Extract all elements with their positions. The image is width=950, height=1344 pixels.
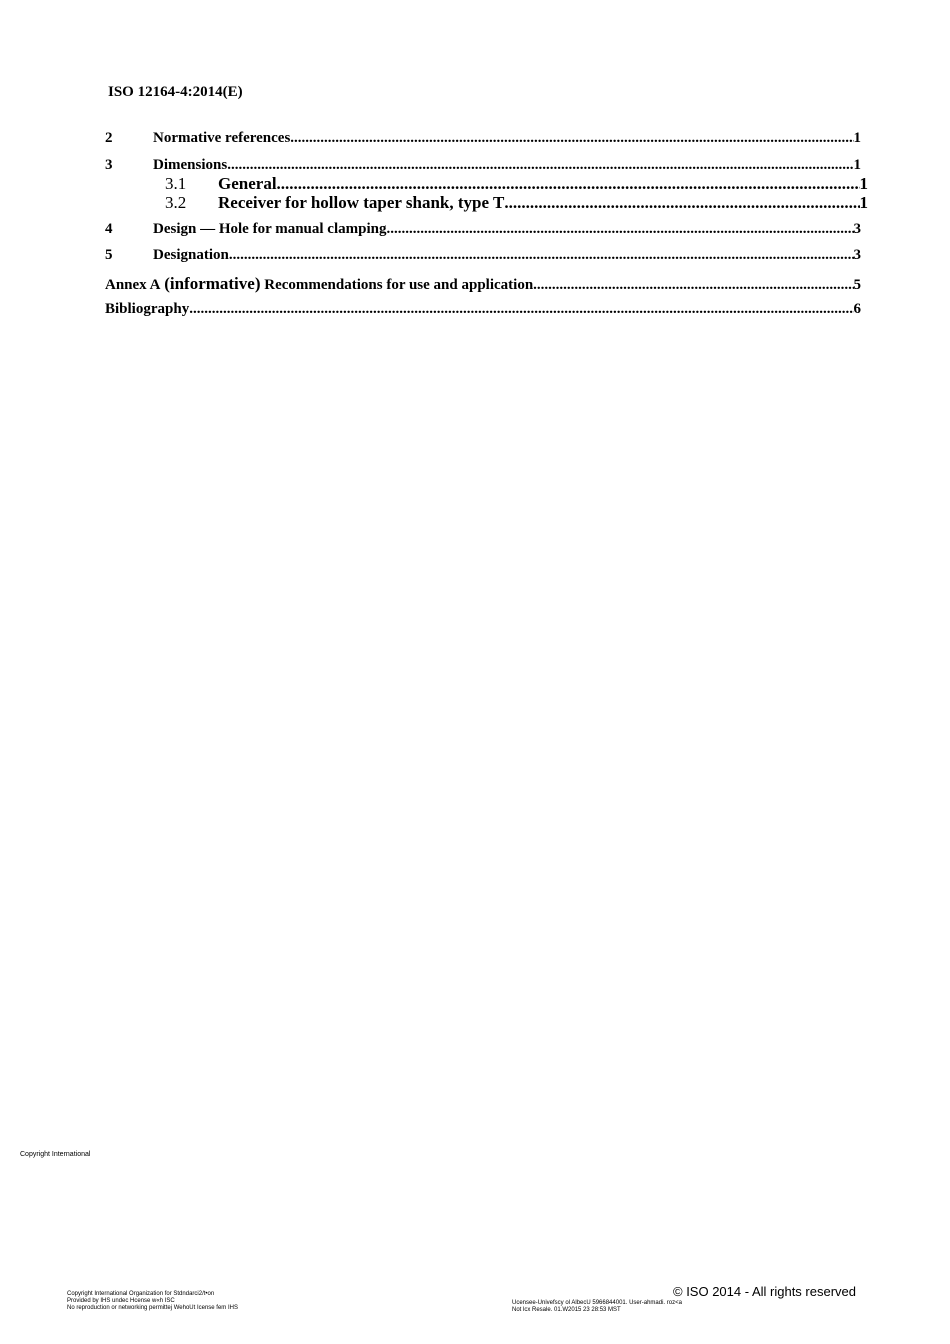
document-id-header: ISO 12164-4:2014(E)	[108, 84, 243, 100]
dot-leader	[277, 174, 860, 194]
annex-prefix: Annex A	[105, 277, 161, 293]
footer-license-left	[67, 1291, 238, 1312]
dot-leader	[290, 130, 853, 147]
toc-entry-title: Bibliography	[105, 301, 190, 317]
toc-entry-page: 3	[853, 221, 861, 237]
dot-leader	[227, 157, 853, 174]
dot-leader	[386, 221, 853, 238]
toc-entry-page: 1	[853, 130, 861, 146]
dot-leader	[504, 193, 859, 213]
toc-entry-number: 3.2	[165, 193, 187, 212]
toc-entry-page: 1	[859, 174, 868, 193]
toc-entry-number: 5	[105, 247, 113, 263]
toc-entry-page: 3	[853, 247, 861, 263]
toc-entry-number: 3	[105, 157, 113, 173]
toc-entry-general[interactable]	[165, 174, 868, 194]
footer-licensee-info	[512, 1300, 682, 1314]
annex-type: (informative)	[164, 274, 261, 293]
annex-title: Recommendations for use and application	[264, 277, 534, 293]
toc-entry-design-hole[interactable]	[105, 221, 861, 238]
footer-line: Provided by IHS undec Hcense w«h ISC	[67, 1298, 175, 1304]
footer-line: No reproduction or networking permittej WehoUt Icense fem IHS	[67, 1305, 238, 1311]
toc-entry-page: 1	[859, 193, 868, 212]
toc-entry-receiver-hollow-taper-shank[interactable]	[165, 193, 868, 213]
footer-line: Copyright International Organization for Stdndarci2/t•on	[67, 1291, 215, 1297]
toc-entry-bibliography[interactable]	[105, 301, 861, 318]
dot-leader	[229, 247, 854, 264]
toc-entry-number: 4	[105, 221, 113, 237]
toc-entry-number: 2	[105, 130, 113, 146]
side-copyright-note: Copyright International	[20, 1151, 91, 1158]
toc-entry-page: 1	[853, 157, 861, 173]
toc-entry-page: 6	[853, 301, 861, 317]
footer-line: Ucensee-Univefscy ol AlbecU 5966844001. User-ahmadi. roz<a	[512, 1300, 682, 1306]
footer-copyright: © ISO 2014 - All rights reserved	[673, 1284, 856, 1299]
toc-entry-title: Design — Hole for manual clamping	[153, 221, 387, 237]
toc-entry-title: Designation	[153, 247, 229, 263]
toc-entry-annex-a[interactable]	[105, 274, 861, 294]
footer-line: Not lcx Resale. 01.W2015 23 28:53 MST	[512, 1307, 621, 1313]
toc-entry-title: General	[218, 174, 277, 193]
toc-entry-title: Receiver for hollow taper shank, type T	[218, 193, 505, 212]
toc-entry-normative-references[interactable]	[105, 130, 861, 147]
toc-entry-designation[interactable]	[105, 247, 861, 264]
dot-leader	[189, 301, 853, 318]
toc-entry-title: Dimensions	[153, 157, 228, 173]
dot-leader	[533, 277, 853, 294]
toc-entry-title: Normative references	[153, 130, 291, 146]
toc-entry-number: 3.1	[165, 174, 187, 193]
toc-entry-page: 5	[853, 277, 861, 293]
toc-entry-dimensions[interactable]	[105, 157, 861, 174]
